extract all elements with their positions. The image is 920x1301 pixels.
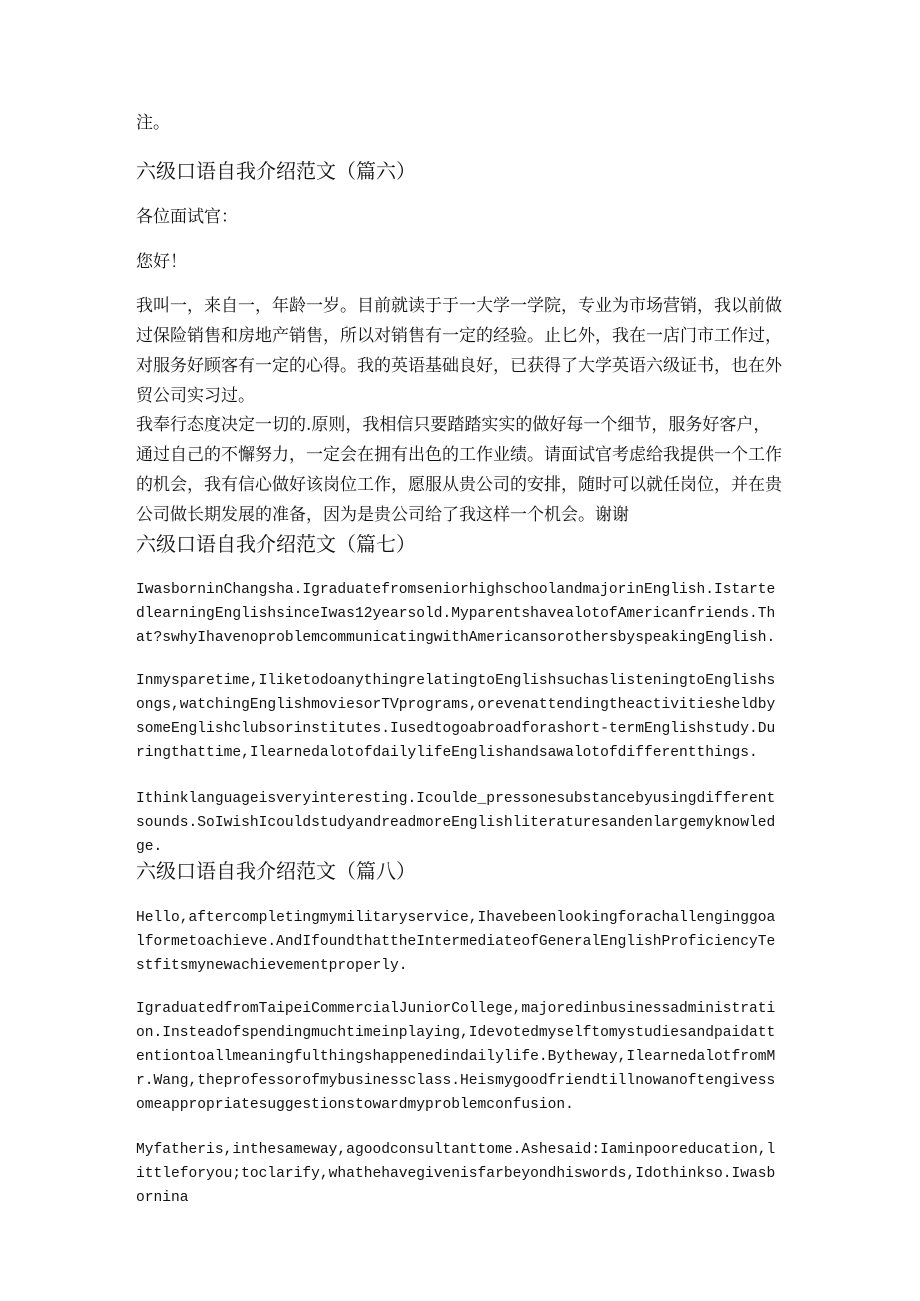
section-8-paragraph-3: Myfatheris,inthesameway,agoodconsultanttome.Ashesaid:Iaminpooreducation,littleforyou;toclarify,whathehavegivenisfarbeyondhiswords,Idothinkso.Iwasbornina — [136, 1142, 776, 1206]
section-6-salutation: 各位面试官： — [136, 207, 238, 227]
section-7-paragraph-1: IwasborninChangsha.IgraduatefromseniorhighschoolandmajorinEnglish.IstartedlearningEnglishsinceIwas12yearsold.MyparentshavealotofAmericanfriends.That?swhyIhavenoproblemcommunicatingwithAmericansorothersbyspeakingEnglish. — [136, 582, 776, 646]
section-6-paragraph-2: 我奉行态度决定一切的.原则，我相信只要踏踏实实的做好每一个细节，服务好客户，通过自己的不懈努力，一定会在拥有出色的工作业绩。请面试官考虑给我提供一个工作的机会，我有信心做好该岗位工作，愿服从贵公司的安排，随时可以就任岗位，并在贵公司做长期发展的准备，因为是贵公司给了我这样一个机会。谢谢 — [136, 415, 782, 525]
section-8-paragraph-1: Hello,aftercompletingmymilitaryservice,Ihavebeenlookingforachallenginggoalformetoachieve.AndIfoundthattheIntermediateofGeneralEnglishProficiencyTestfitsmynewachievementproperly. — [136, 910, 776, 974]
section-8-paragraph-2: IgraduatedfromTaipeiCommercialJuniorCollege,majoredinbusinessadministration.Insteadofspendingmuchtimeinplaying,Idevotedmyselftomystudiesandpaidattentiontoallmeaningfulthingshappenedindailylife.Bytheway,IlearnedalotfromMr.Wang,theprofessorofmybusinessclass.Heismygoodfriendtillnowanoftengivessomeappropriatesuggestionstowardmyproblemconfusion. — [136, 1001, 776, 1113]
section-7-paragraph-2: Inmysparetime,IliketodoanythingrelatingtoEnglishsuchaslisteningtoEnglishsongs,watchingEnglishmoviesorTVprograms,orevenattendingtheactivitiesheldbysomeEnglishclubsorinstitutes.Iusedtogoabroadforashort-termEnglishstudy.Duringthattime,IlearnedalotofdailylifeEnglishandsawalotofdifferentthings. — [136, 673, 776, 761]
section-7-heading: 六级口语自我介绍范文（篇七） — [136, 532, 416, 556]
section-6-heading: 六级口语自我介绍范文（篇六） — [136, 159, 416, 183]
section-6-paragraph-1: 我叫一，来自一，年龄一岁。目前就读于于一大学一学院，专业为市场营销，我以前做过保险销售和房地产销售，所以对销售有一定的经验。止匕外，我在一店门市工作过，对服务好顾客有一定的心得。我的英语基础良好，已获得了大学英语六级证书，也在外贸公司实习过。 — [136, 296, 782, 406]
section-8-heading: 六级口语自我介绍范文（篇八） — [136, 859, 416, 883]
fragment-text: 注。 — [136, 113, 170, 133]
section-6-greeting: 您好！ — [136, 252, 187, 272]
section-7-paragraph-3: Ithinklanguageisveryinteresting.Icoulde_pressonesubstancebyusingdifferentsounds.SoIwishIcouldstudyandreadmoreEnglishliteraturesandenlargemyknowledge. — [136, 791, 776, 855]
